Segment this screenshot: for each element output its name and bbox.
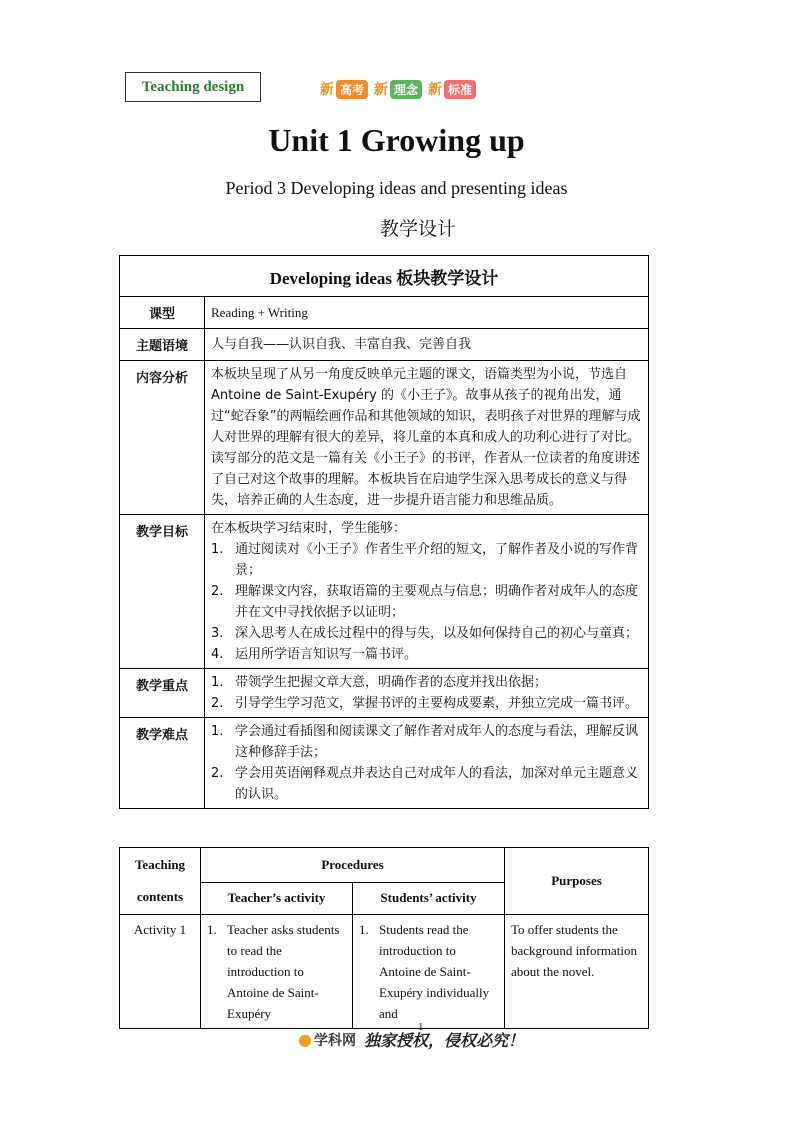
page-subtitle: Period 3 Developing ideas and presenting ideas xyxy=(225,178,568,198)
difficulty-item: 1. 学会通过看插图和阅读课文了解作者对成年人的态度与看法，理解反讽这种修辞手法； xyxy=(211,724,639,760)
goal-item: 2. 理解课文内容，获取语篇的主要观点与信息；明确作者对成年人的态度并在文中寻找依据予以证明； xyxy=(211,584,639,620)
activity-label: Activity 1 xyxy=(120,915,201,1029)
page-number: 1 xyxy=(418,1021,424,1033)
row-value-theme: 人与自我——认识自我、丰富自我、完善自我 xyxy=(205,329,649,361)
teacher-activity-cell: 1. Teacher asks students to read the introduction to Antoine de Saint-Exupéry xyxy=(201,915,353,1029)
chinese-title: 教学设计 xyxy=(380,218,457,240)
header-procedures: Procedures xyxy=(201,848,505,883)
row-label-type: 课型 xyxy=(120,297,205,329)
logo-icon: ● xyxy=(298,1030,312,1049)
footer xyxy=(298,1028,524,1051)
slogan-pill-3: 标准 xyxy=(444,80,476,99)
teaching-design-badge: Teaching design xyxy=(125,72,261,102)
slogan-pill-1: 高考 xyxy=(336,80,368,99)
row-value-goals xyxy=(205,515,649,669)
row-value-type: Reading + Writing xyxy=(205,297,649,329)
page-title: Unit 1 Growing up xyxy=(268,122,525,158)
row-label-goals: 教学目标 xyxy=(120,515,205,669)
header-purposes: Purposes xyxy=(505,848,649,915)
slogan-new-2: 新 xyxy=(374,82,389,98)
students-activity-cell: 1. Students read the introduction to Antoine de Saint-Exupéry individually and xyxy=(353,915,505,1029)
row-label-content: 内容分析 xyxy=(120,361,205,515)
row-value-difficulties xyxy=(205,718,649,809)
goal-item: 3. 深入思考人在成长过程中的得与失，以及如何保持自己的初心与童真； xyxy=(211,626,639,641)
footer-motto: 独家授权，侵权必究！ xyxy=(363,1031,524,1050)
procedure-table xyxy=(119,847,649,1029)
goal-item: 1. 通过阅读对《小王子》作者生平介绍的短文，了解作者及小说的写作背景； xyxy=(211,542,639,578)
goal-item: 4. 运用所学语言知识写一篇书评。 xyxy=(211,647,418,662)
row-label-difficulties: 教学难点 xyxy=(120,718,205,809)
table-row xyxy=(120,915,649,1029)
design-table-heading: Developing ideas 板块教学设计 xyxy=(120,256,649,297)
header-teaching-contents: Teaching contents xyxy=(120,848,201,915)
key-point-item: 2. 引导学生学习范文，掌握书评的主要构成要素，并独立完成一篇书评。 xyxy=(211,696,639,711)
key-points-list xyxy=(211,672,642,714)
site-logo: ● 学科网 xyxy=(298,1030,356,1049)
slogan-pill-2: 理念 xyxy=(390,80,422,99)
row-value-key-points xyxy=(205,669,649,718)
header-students-activity: Students’ activity xyxy=(353,882,505,914)
slogan-new-3: 新 xyxy=(428,82,443,98)
row-label-key-points: 教学重点 xyxy=(120,669,205,718)
goals-list xyxy=(211,539,642,665)
design-table xyxy=(119,255,649,809)
header-teacher-activity: Teacher’s activity xyxy=(201,882,353,914)
row-value-content: 本板块呈现了从另一角度反映单元主题的课文，语篇类型为小说，节选自 Antoine de Saint-Exupéry 的《小王子》。故事从孩子的视角出发，通过“蛇吞象”的两幅绘画作品和其他领域的知识，表明孩子对世界的理解与成人对世界的理解有很大的差异，将儿童的本真和成人的功利心进行了对比。读写部分的范文是一篇有关《小王子》的书评，作者从一位读者的角度讲述了自己对这个故事的理解。本板块旨在启迪学生深入思考成长的意义与得失，培养正确的人生态度，进一步提升语言能力和思维品质。 xyxy=(205,361,649,515)
goals-intro: 在本板块学习结束时，学生能够： xyxy=(211,521,407,536)
difficulties-list xyxy=(211,721,642,805)
purpose-cell: To offer students the background information about the novel. xyxy=(505,915,649,1029)
key-point-item: 1. 带领学生把握文章大意，明确作者的态度并找出依据； xyxy=(211,675,548,690)
row-label-theme: 主题语境 xyxy=(120,329,205,361)
slogan-new-1: 新 xyxy=(320,82,334,98)
slogan xyxy=(320,79,482,99)
difficulty-item: 2. 学会用英语阐释观点并表达自己对成年人的看法，加深对单元主题意义的认识。 xyxy=(211,766,639,802)
